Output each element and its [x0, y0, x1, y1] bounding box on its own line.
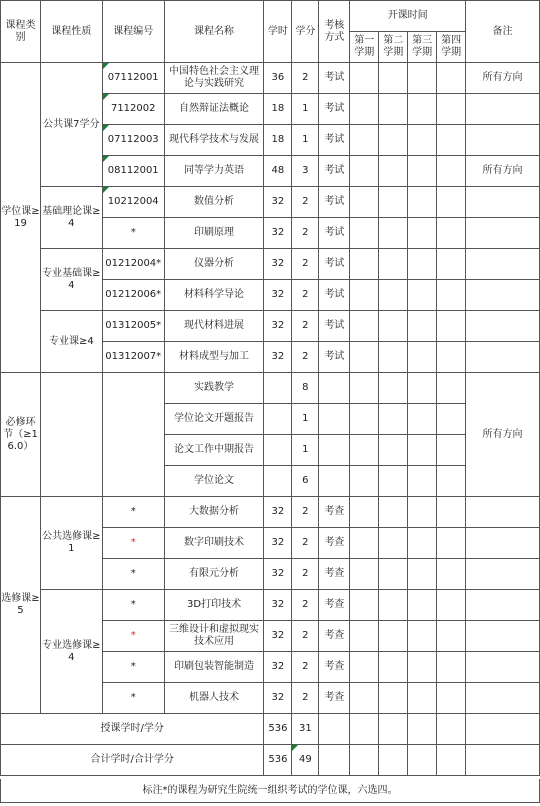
course-exam — [319, 466, 350, 497]
course-name: 论文工作中期报告 — [164, 435, 264, 466]
header-semester: 第四学期 — [437, 32, 466, 63]
course-name: 数字印刷技术 — [164, 528, 264, 559]
course-name: 中国特色社会主义理论与实践研究 — [164, 63, 264, 94]
course-code: * — [102, 497, 164, 528]
course-name: 材料科学导论 — [164, 280, 264, 311]
course-exam: 考试 — [319, 94, 350, 125]
table-row — [1, 249, 540, 280]
course-exam: 考查 — [319, 497, 350, 528]
course-remarks — [466, 590, 540, 621]
course-code: 07112003 — [102, 125, 164, 156]
totals-row — [1, 714, 540, 745]
course-hours: 48 — [264, 156, 292, 187]
header-exam: 考核方式 — [319, 1, 350, 63]
course-name: 大数据分析 — [164, 497, 264, 528]
course-remarks — [466, 125, 540, 156]
course-remarks — [466, 528, 540, 559]
course-credits: 1 — [292, 125, 319, 156]
nature-major-basic: 专业基础课≥4 — [40, 249, 102, 311]
course-name: 有限元分析 — [164, 559, 264, 590]
course-remarks: 所有方向 — [466, 156, 540, 187]
course-exam: 考查 — [319, 621, 350, 652]
header-remarks: 备注 — [466, 1, 540, 63]
course-exam: 考查 — [319, 559, 350, 590]
category-elective: 选修课≥5 — [1, 497, 41, 714]
course-credits: 2 — [292, 311, 319, 342]
course-credits: 2 — [292, 249, 319, 280]
course-exam: 考试 — [319, 125, 350, 156]
header-credits: 学分 — [292, 1, 319, 63]
course-hours: 32 — [264, 342, 292, 373]
course-hours — [264, 404, 292, 435]
category-degree: 学位课≥19 — [1, 63, 41, 373]
course-exam: 考查 — [319, 590, 350, 621]
course-name: 学位论文 — [164, 466, 264, 497]
course-credits: 2 — [292, 652, 319, 683]
header-category: 课程类别 — [1, 1, 41, 63]
taught-total-label: 授课学时/学分 — [1, 714, 264, 745]
course-exam: 考查 — [319, 683, 350, 714]
course-hours — [264, 435, 292, 466]
course-credits: 2 — [292, 621, 319, 652]
course-name: 仪器分析 — [164, 249, 264, 280]
course-code: * — [102, 528, 164, 559]
course-code: * — [102, 683, 164, 714]
course-hours: 32 — [264, 528, 292, 559]
course-remarks — [466, 621, 540, 652]
course-exam — [319, 404, 350, 435]
course-exam: 考试 — [319, 218, 350, 249]
grand-total-label: 合计学时/合计学分 — [1, 745, 264, 776]
course-exam: 考查 — [319, 528, 350, 559]
category-required: 必修环节（≥16.0） — [1, 373, 41, 497]
course-hours: 36 — [264, 63, 292, 94]
course-name: 现代材料进展 — [164, 311, 264, 342]
course-remarks — [466, 218, 540, 249]
course-code: * — [102, 621, 164, 652]
course-hours: 18 — [264, 94, 292, 125]
header-name: 课程名称 — [164, 1, 264, 63]
course-name: 机器人技术 — [164, 683, 264, 714]
course-hours: 32 — [264, 280, 292, 311]
course-remarks — [466, 497, 540, 528]
course-remarks — [466, 559, 540, 590]
course-exam — [319, 435, 350, 466]
course-credits: 2 — [292, 63, 319, 94]
course-hours: 32 — [264, 652, 292, 683]
course-code: * — [102, 218, 164, 249]
course-name: 数值分析 — [164, 187, 264, 218]
table-row — [1, 590, 540, 621]
course-remarks — [466, 94, 540, 125]
course-hours: 32 — [264, 621, 292, 652]
course-exam: 考试 — [319, 311, 350, 342]
course-code: 08112001 — [102, 156, 164, 187]
course-code: 7112002 — [102, 94, 164, 125]
header-semester: 第二学期 — [379, 32, 408, 63]
course-credits: 8 — [292, 373, 319, 404]
course-exam: 考试 — [319, 187, 350, 218]
course-remarks — [466, 652, 540, 683]
course-credits: 1 — [292, 94, 319, 125]
course-credits: 1 — [292, 435, 319, 466]
nature-major-elective: 专业选修课≥4 — [40, 590, 102, 714]
course-exam: 考试 — [319, 156, 350, 187]
grand-total-credits: 49 — [292, 745, 319, 776]
course-credits: 2 — [292, 342, 319, 373]
course-credits: 6 — [292, 466, 319, 497]
course-name: 自然辩证法概论 — [164, 94, 264, 125]
course-credits: 2 — [292, 497, 319, 528]
grand-total-hours: 536 — [264, 745, 292, 776]
table-row — [1, 187, 540, 218]
course-hours: 32 — [264, 559, 292, 590]
table-row — [1, 373, 540, 404]
header-semester: 第三学期 — [408, 32, 437, 63]
course-name: 三维设计和虚拟现实技术应用 — [164, 621, 264, 652]
course-credits: 1 — [292, 404, 319, 435]
course-name: 3D打印技术 — [164, 590, 264, 621]
header-open-time: 开课时间 — [350, 1, 466, 32]
course-name: 现代科学技术与发展 — [164, 125, 264, 156]
course-credits: 3 — [292, 156, 319, 187]
footnote: 标注*的课程为研究生院统一组织考试的学位课，六选四。 — [0, 779, 540, 803]
course-name: 学位论文开题报告 — [164, 404, 264, 435]
course-code: 01212006* — [102, 280, 164, 311]
nature-basic-theory: 基础理论课≥4 — [40, 187, 102, 249]
course-hours: 32 — [264, 218, 292, 249]
course-remarks — [466, 311, 540, 342]
course-code: 01312007* — [102, 342, 164, 373]
course-hours: 18 — [264, 125, 292, 156]
course-credits: 2 — [292, 528, 319, 559]
header-code: 课程编号 — [102, 1, 164, 63]
course-name: 印刷包装智能制造 — [164, 652, 264, 683]
totals-row — [1, 745, 540, 776]
course-remarks: 所有方向 — [466, 373, 540, 497]
course-credits: 2 — [292, 559, 319, 590]
course-code: 07112001 — [102, 63, 164, 94]
course-credits: 2 — [292, 683, 319, 714]
course-credits: 2 — [292, 218, 319, 249]
table-row — [1, 63, 540, 94]
course-hours: 32 — [264, 249, 292, 280]
course-hours: 32 — [264, 187, 292, 218]
course-remarks: 所有方向 — [466, 63, 540, 94]
course-code: 01312005* — [102, 311, 164, 342]
course-name: 材料成型与加工 — [164, 342, 264, 373]
course-code: * — [102, 559, 164, 590]
nature-major: 专业课≥4 — [40, 311, 102, 373]
course-name: 印刷原理 — [164, 218, 264, 249]
header-hours: 学时 — [264, 1, 292, 63]
course-hours: 32 — [264, 590, 292, 621]
course-code: * — [102, 652, 164, 683]
course-credits: 2 — [292, 187, 319, 218]
course-exam — [319, 373, 350, 404]
course-hours: 32 — [264, 311, 292, 342]
taught-total-credits: 31 — [292, 714, 319, 745]
course-hours: 32 — [264, 497, 292, 528]
course-exam: 考试 — [319, 63, 350, 94]
table-row — [1, 311, 540, 342]
course-hours — [264, 373, 292, 404]
course-code: 10212004 — [102, 187, 164, 218]
course-exam: 考试 — [319, 342, 350, 373]
header-nature: 课程性质 — [40, 1, 102, 63]
header-semester: 第一学期 — [350, 32, 379, 63]
course-hours: 32 — [264, 683, 292, 714]
taught-total-hours: 536 — [264, 714, 292, 745]
course-exam: 考试 — [319, 249, 350, 280]
nature-public: 公共课7学分 — [40, 63, 102, 187]
course-exam: 考试 — [319, 280, 350, 311]
course-remarks — [466, 683, 540, 714]
course-name: 实践教学 — [164, 373, 264, 404]
course-remarks — [466, 280, 540, 311]
course-remarks — [466, 187, 540, 218]
course-remarks — [466, 249, 540, 280]
course-code: 01212004* — [102, 249, 164, 280]
nature-public-elective: 公共选修课≥1 — [40, 497, 102, 590]
course-remarks — [466, 342, 540, 373]
course-credits: 2 — [292, 590, 319, 621]
table-row — [1, 497, 540, 528]
course-credits: 2 — [292, 280, 319, 311]
course-exam: 考查 — [319, 652, 350, 683]
course-hours — [264, 466, 292, 497]
course-name: 同等学力英语 — [164, 156, 264, 187]
course-code: * — [102, 590, 164, 621]
